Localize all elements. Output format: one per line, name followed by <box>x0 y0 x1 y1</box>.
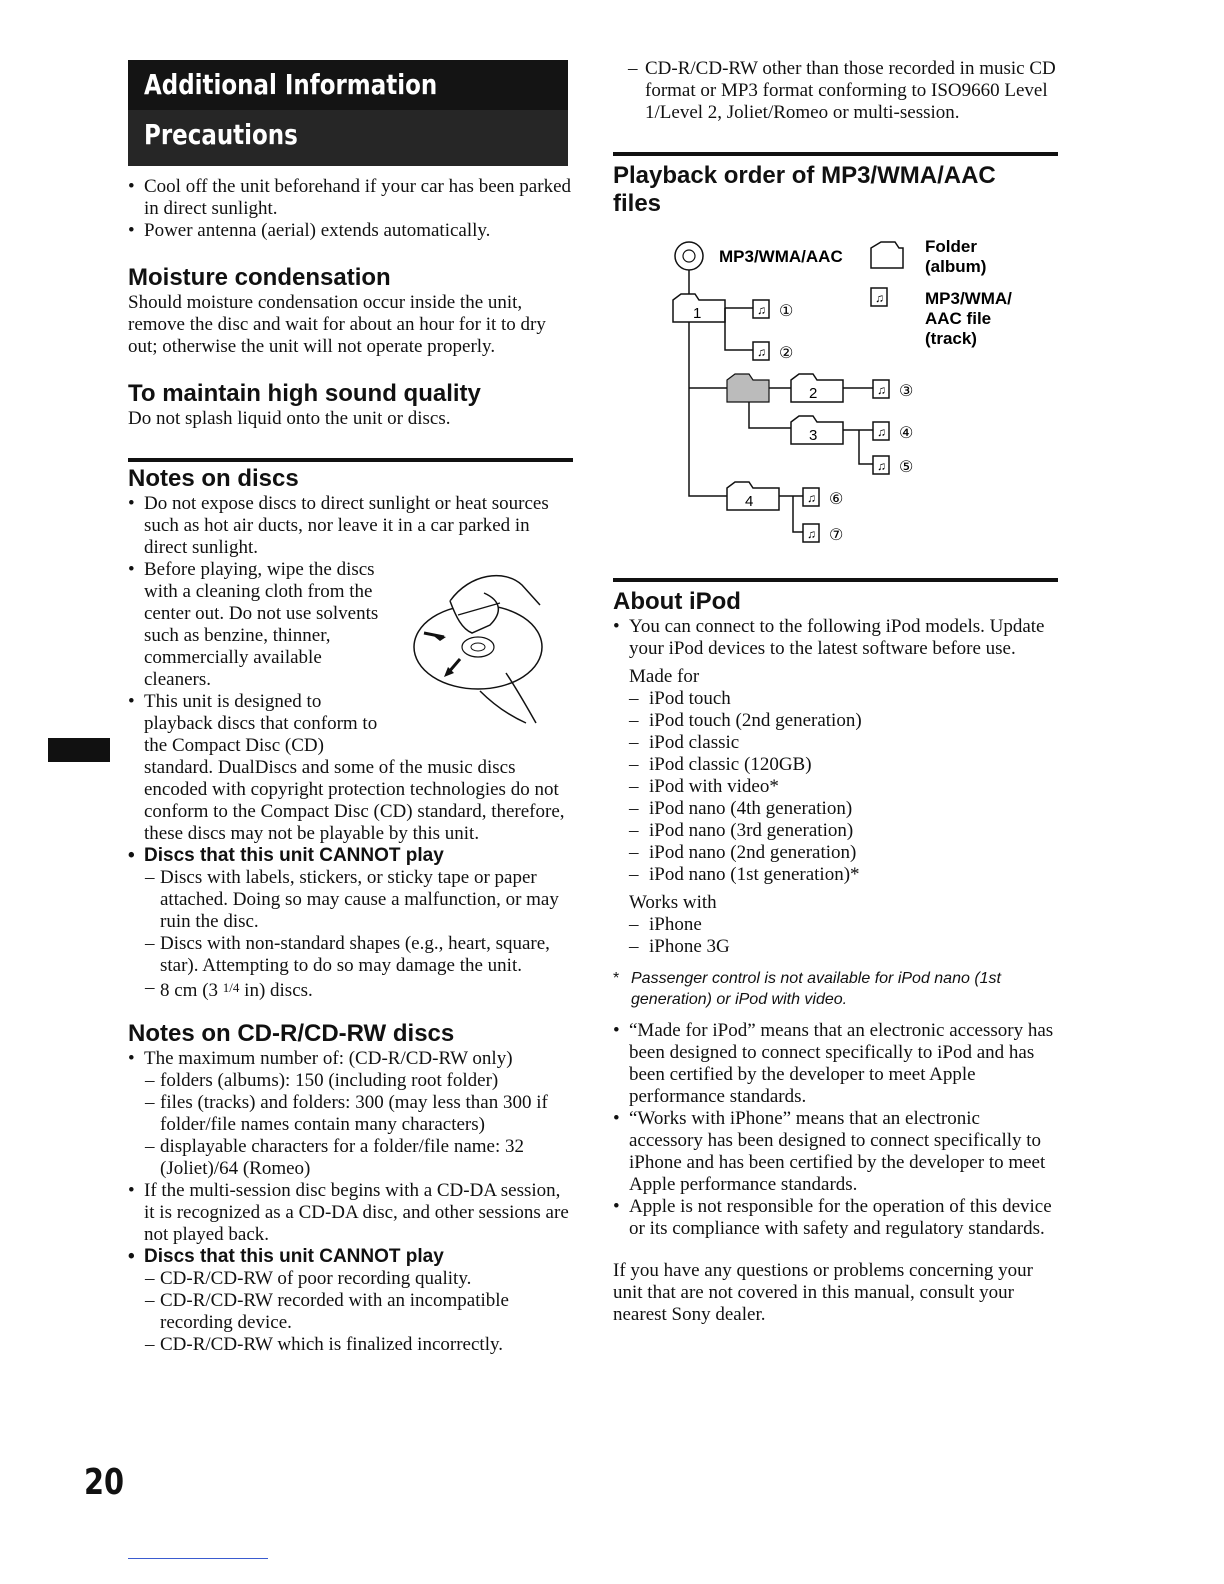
subsection-title: Precautions <box>144 118 298 151</box>
ipod-model: – iPod nano (1st generation)* <box>613 864 1058 886</box>
ipod-model: – iPod nano (3rd generation) <box>613 820 1058 842</box>
about-ipod-heading: About iPod <box>613 588 741 615</box>
size-prefix: 8 cm (3 <box>160 980 223 1001</box>
section-tab-marker <box>48 738 110 762</box>
legend-file-label: AAC file <box>925 309 992 328</box>
cleaning-line: cleaners. <box>144 669 211 690</box>
folder-4-label: 4 <box>745 493 754 510</box>
disc-cleaning-block <box>128 559 573 845</box>
track-5-label: ⑤ <box>899 459 914 476</box>
ipod-bullet-apple: • Apple is not responsible for the operation of this device or its compliance with safety and regulatory standards. <box>613 1196 1058 1240</box>
precaution-bullet-1: • Cool off the unit beforehand if your car has been parked in direct sunlight. <box>128 176 573 220</box>
cdr-cannot-poor: – CD-R/CD-RW of poor recording quality. <box>128 1268 573 1290</box>
ipod-model: – iPod nano (4th generation) <box>613 798 1058 820</box>
cd-standard-line: playback discs that conform to <box>144 713 378 734</box>
svg-text:♫: ♫ <box>807 491 816 505</box>
legend-disc-label: MP3/WMA/AAC <box>719 247 843 266</box>
cd-standard-text: standard. DualDiscs and some of the music discs encoded with copyright protection technologies do not conform to the Compact Disc (CD) standard, therefore, these discs may not be playable by this unit. <box>144 757 565 844</box>
ipod-bullet-works-with: • “Works with iPhone” means that an electronic accessory has been designed to connect specifically to iPhone and has been certified by the developer to meet Apple performance standards. <box>613 1108 1058 1196</box>
made-for-label: Made for <box>629 666 700 687</box>
playback-order-heading: Playback order of MP3/WMA/AAC files <box>613 162 996 217</box>
cdr-max-files: – files (tracks) and folders: 300 (may less than 300 if folder/file names contain many characters) <box>128 1092 573 1136</box>
precaution-bullet-2: • Power antenna (aerial) extends automatically. <box>128 220 573 242</box>
empty-folder-icon <box>727 374 769 402</box>
cannot-item-shapes: – Discs with non-standard shapes (e.g., heart, square, star). Attempting to do so may damage the unit. <box>128 933 573 977</box>
ipod-bullet-made-for: • “Made for iPod” means that an electronic accessory has been designed to connect specifically to iPod and has been certified by the developer to meet Apple performance standards. <box>613 1020 1058 1108</box>
track-2-label: ② <box>779 345 794 362</box>
notes-on-discs-heading: Notes on discs <box>128 465 299 492</box>
cannot-item-labels: – Discs with labels, stickers, or sticky tape or paper attached. Doing so may cause a malfunction, or may ruin the disc. <box>128 867 573 933</box>
track-1-label: ① <box>779 303 794 320</box>
cleaning-line: center out. Do not use solvents <box>144 603 379 624</box>
sound-quality-text: Do not splash liquid onto the unit or discs. <box>128 408 451 429</box>
cd-standard-line: • This unit is designed to <box>144 691 322 712</box>
folder-2-label: 2 <box>809 385 818 402</box>
section-rule <box>613 152 1058 156</box>
ipod-model: – iPod touch <box>613 688 1058 710</box>
discs-cannot-play-heading: • Discs that this unit CANNOT play <box>128 845 573 867</box>
cleaning-line: with a cleaning cloth from the <box>144 581 373 602</box>
moisture-text: Should moisture condensation occur inside the unit, remove the disc and wait for about an hour for it to dry out; otherwise the unit will not operate properly. <box>128 292 546 357</box>
playback-order-diagram <box>613 238 1053 558</box>
ipod-model: – iPod with video* <box>613 776 1058 798</box>
size-suffix: in) discs. <box>239 980 313 1001</box>
svg-text:♫: ♫ <box>757 303 766 317</box>
track-7-label: ⑦ <box>829 527 844 544</box>
legend-folder-label: (album) <box>925 257 987 276</box>
right-column <box>613 58 1058 1326</box>
cdr-max-characters: – displayable characters for a folder/file name: 32 (Joliet)/64 (Romeo) <box>128 1136 573 1180</box>
legend-file-label: MP3/WMA/ <box>925 289 1012 308</box>
ipod-footnote: * Passenger control is not available for iPod nano (1st generation) or iPod with video. <box>613 968 1058 1010</box>
size-fraction: 1/4 <box>222 980 240 995</box>
works-with-label: Works with <box>629 892 717 913</box>
discs-bullet-cd-standard <box>128 691 573 845</box>
bottom-rule <box>128 1558 268 1559</box>
cdr-continued-item: – CD-R/CD-RW other than those recorded in music CD format or MP3 format conforming to ISO9660 Level 1/Level 2, Joliet/Romeo or multi-session. <box>613 58 1058 124</box>
cleaning-line: such as benzine, thinner, <box>144 625 331 646</box>
folder-1-label: 1 <box>693 305 702 322</box>
closing-text: If you have any questions or problems concerning your unit that are not covered in this manual, consult your nearest Sony dealer. <box>613 1260 1034 1325</box>
svg-text:♫: ♫ <box>757 345 766 359</box>
cdr-max-text: • The maximum number of: (CD-R/CD-RW only) <box>128 1048 573 1070</box>
section-title: Additional Information <box>144 68 438 101</box>
disc-icon <box>675 242 703 270</box>
ipod-model: – iPod classic (120GB) <box>613 754 1058 776</box>
cd-standard-line: the Compact Disc (CD) <box>144 735 324 756</box>
folder-icon <box>871 242 903 268</box>
cdr-heading: Notes on CD-R/CD-RW discs <box>128 1020 455 1047</box>
discs-bullet-cleaning <box>128 559 573 691</box>
section-rule <box>613 578 1058 582</box>
legend-file-label: (track) <box>925 329 977 348</box>
section-rule <box>128 458 573 462</box>
track-4-label: ④ <box>899 425 914 442</box>
page-number: 20 <box>84 1462 125 1503</box>
cleaning-line: commercially available <box>144 647 322 668</box>
moisture-heading: Moisture condensation <box>128 264 391 291</box>
cdr-cannot-play-heading: • Discs that this unit CANNOT play <box>128 1246 573 1268</box>
iphone-model: – iPhone 3G <box>613 936 1058 958</box>
folder-3-label: 3 <box>809 427 818 444</box>
cdr-max-folders: – folders (albums): 150 (including root folder) <box>128 1070 573 1092</box>
svg-text:♫: ♫ <box>877 383 886 397</box>
music-note-icon: ♫ <box>875 291 884 305</box>
ipod-model: – iPod nano (2nd generation) <box>613 842 1058 864</box>
cdr-cannot-incompatible: – CD-R/CD-RW recorded with an incompatible recording device. <box>128 1290 573 1334</box>
svg-text:♫: ♫ <box>877 459 886 473</box>
cleaning-line: • Before playing, wipe the discs <box>144 559 375 580</box>
cdr-cannot-finalized: – CD-R/CD-RW which is finalized incorrectly. <box>128 1334 573 1356</box>
ipod-model: – iPod touch (2nd generation) <box>613 710 1058 732</box>
section-title-band <box>128 60 568 166</box>
svg-text:♫: ♫ <box>877 425 886 439</box>
legend-folder-label: Folder <box>925 238 977 256</box>
left-column <box>128 176 573 1356</box>
cannot-item-8cm <box>128 977 573 1002</box>
ipod-model: – iPod classic <box>613 732 1058 754</box>
track-6-label: ⑥ <box>829 491 844 508</box>
svg-text:♫: ♫ <box>807 527 816 541</box>
track-3-label: ③ <box>899 383 914 400</box>
cdr-multisession: • If the multi-session disc begins with a CD-DA session, it is recognized as a CD-DA disc, and other sessions are not played back. <box>128 1180 573 1246</box>
discs-bullet-sunlight: • Do not expose discs to direct sunlight or heat sources such as hot air ducts, nor leave it in a car parked in direct sunlight. <box>128 493 573 559</box>
ipod-intro: • You can connect to the following iPod models. Update your iPod devices to the latest software before use. <box>613 616 1058 660</box>
sound-quality-heading: To maintain high sound quality <box>128 380 481 407</box>
iphone-model: – iPhone <box>613 914 1058 936</box>
